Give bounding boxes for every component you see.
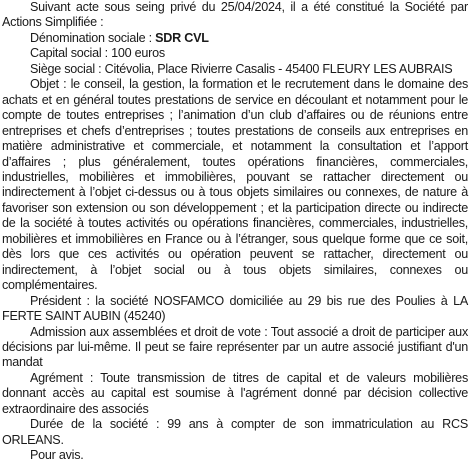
president-paragraph: Président : la société NOSFAMCO domiciliée au 29 bis rue des Poulies à LA FERTE SAINT AUBIN (45240) xyxy=(2,293,468,324)
agrement-paragraph: Agrément : Toute transmission de titres de capital et de valeurs mobilières donnant accès au capital est soumise à l'agrément donné par décision collective extraordinaire des associés xyxy=(2,370,468,416)
denomination-line xyxy=(2,31,468,46)
closing-line: Pour avis. xyxy=(30,448,84,463)
denomination-label: Dénomination sociale : xyxy=(30,30,156,45)
duree-line: Durée de la société : 99 ans à compter de son immatriculation au RCS ORLEANS. xyxy=(2,417,468,447)
denomination-value: SDR CVL xyxy=(155,30,209,45)
notice-intro: Suivant acte sous seing privé du 25/04/2024, il a été constitué la Société par Actions Simplifiée : xyxy=(2,0,468,30)
admission-paragraph: Admission aux assemblées et droit de vote : Tout associé a droit de participer aux décisions par lui-même. Il peut se faire représenter par un autre associé justifiant d'un mandat xyxy=(2,324,468,370)
siege-line: Siège social : Citévolia, Place Rivierre Casalis - 45400 FLEURY LES AUBRAIS xyxy=(30,61,453,76)
objet-paragraph: Objet : le conseil, la gestion, la formation et le recrutement dans le domaine des achats et en général toutes prestations de service en découlant et notamment pour le compte de toutes entreprises ; l’animation d’un club d’affaires ou de réunions entre entreprises et chefs d’entreprises ; toutes prestations de conseils aux entreprises en matière administrative et commerciale, et notamment la consultation et l’apport d’affaires ; plus généralement, toutes opérations financières, commerciales, industrielles, mobilières et immobilières, pouvant se rattacher directement ou indirectement à l’objet ci-dessus ou à tous objets similaires ou connexes, de nature à favoriser son extension ou son développement ; et la participation directe ou indirecte de la société à toutes activités ou opérations financières, commerciales, industrielles, mobilières et immobilières en France ou à l’étranger, sous quelque forme que ce soit, dès lors que ces activités ou opération peuvent se rattacher, directement ou indirectement, à l’objet social ou à tous objets similaires, connexes ou complémentaires. xyxy=(2,77,468,293)
capital-line: Capital social : 100 euros xyxy=(30,46,165,61)
